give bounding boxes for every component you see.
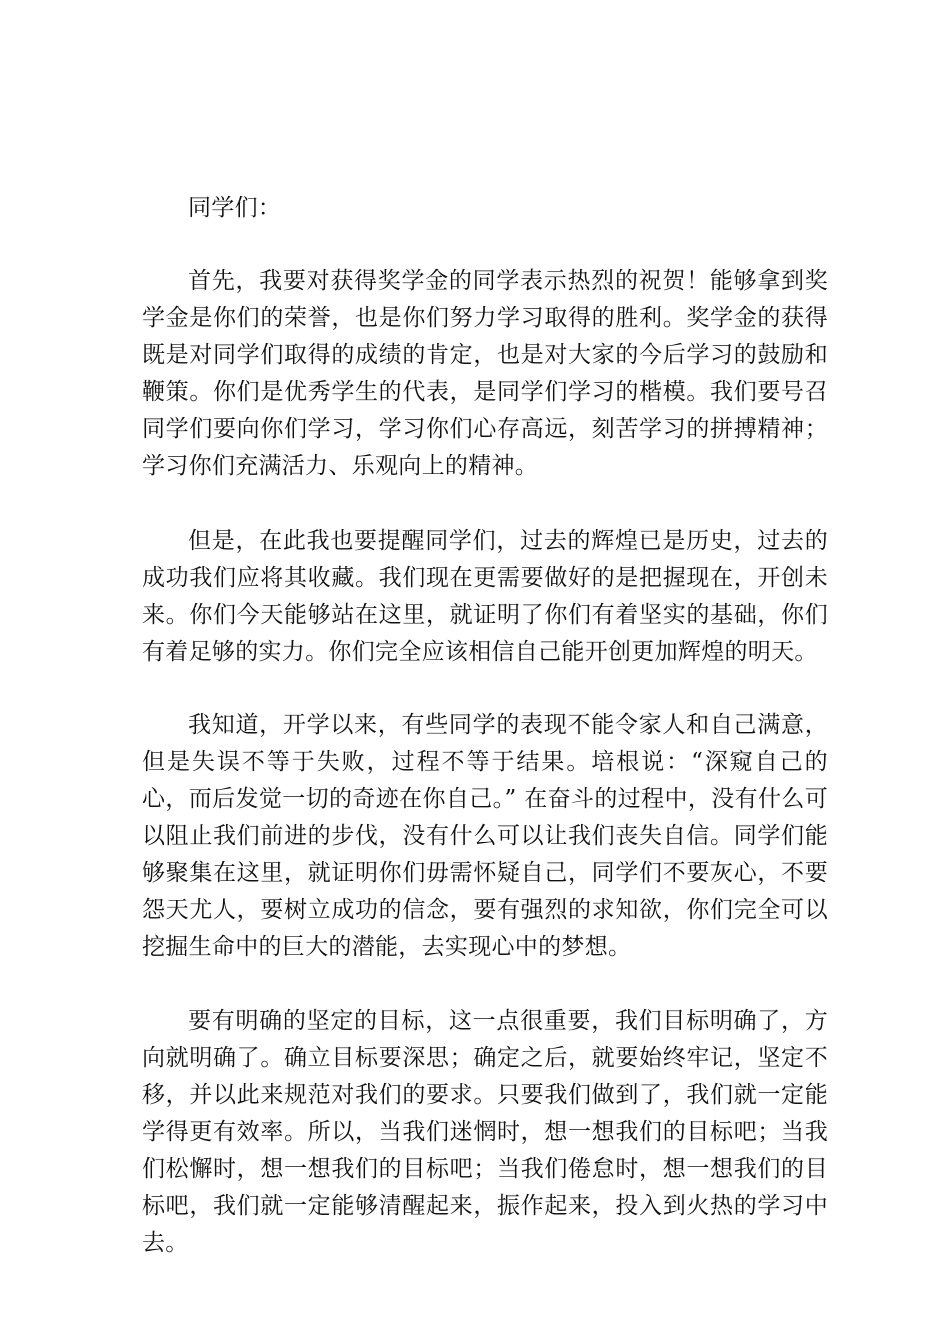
paragraph-text: 要有明确的坚定的目标，这一点很重要，我们目标明确了，方向就明确了。确立目标要深思；确定之后，就要始终牢记，坚定不移，并以此来规范对我们的要求。只要我们做到了，我们就一定能学得更有效率。所以，当我们迷惘时，想一想我们的目标吧；当我们松懈时，想一想我们的目标吧；当我们倦怠时，想一想我们的目标吧，我们就一定能够清醒起来，振作起来，投入到火热的学习中去。 (142, 1008, 828, 1256)
paragraph-4 (142, 1003, 828, 1262)
paragraph-1 (142, 263, 828, 485)
paragraph-text: 我知道，开学以来，有些同学的表现不能令家人和自己满意，但是失误不等于失败，过程不等于结果。培根说：“深窥自己的心，而后发觉一切的奇迹在你自己。” 在奋斗的过程中，没有什么可以阻止我们前进的步伐，没有什么可以让我们丧失自信。同学们能够聚集在这里，就证明你们毋需怀疑自己，同学们不要灰心，不要怨天尤人，要树立成功的信念，要有强烈的求知欲，你们完全可以挖掘生命中的巨大的潜能，去实现心中的梦想。 (142, 712, 828, 960)
paragraph-2 (142, 523, 828, 671)
paragraph-3 (142, 707, 828, 966)
paragraph-text: 但是，在此我也要提醒同学们，过去的辉煌已是历史，过去的成功我们应将其收藏。我们现在更需要做好的是把握现在，开创未来。你们今天能够站在这里，就证明了你们有着坚实的基础，你们有着足够的实力。你们完全应该相信自己能开创更加辉煌的明天。 (142, 528, 828, 665)
paragraph-text: 首先，我要对获得奖学金的同学表示热烈的祝贺！能够拿到奖学金是你们的荣誉，也是你们努力学习取得的胜利。奖学金的获得既是对同学们取得的成绩的肯定，也是对大家的今后学习的鼓励和鞭策。你们是优秀学生的代表，是同学们学习的楷模。我们要号召同学们要向你们学习，学习你们心存高远，刻苦学习的拼搏精神；学习你们充满活力、乐观向上的精神。 (142, 268, 828, 479)
salutation-text: 同学们： (188, 195, 282, 221)
salutation (142, 190, 828, 227)
